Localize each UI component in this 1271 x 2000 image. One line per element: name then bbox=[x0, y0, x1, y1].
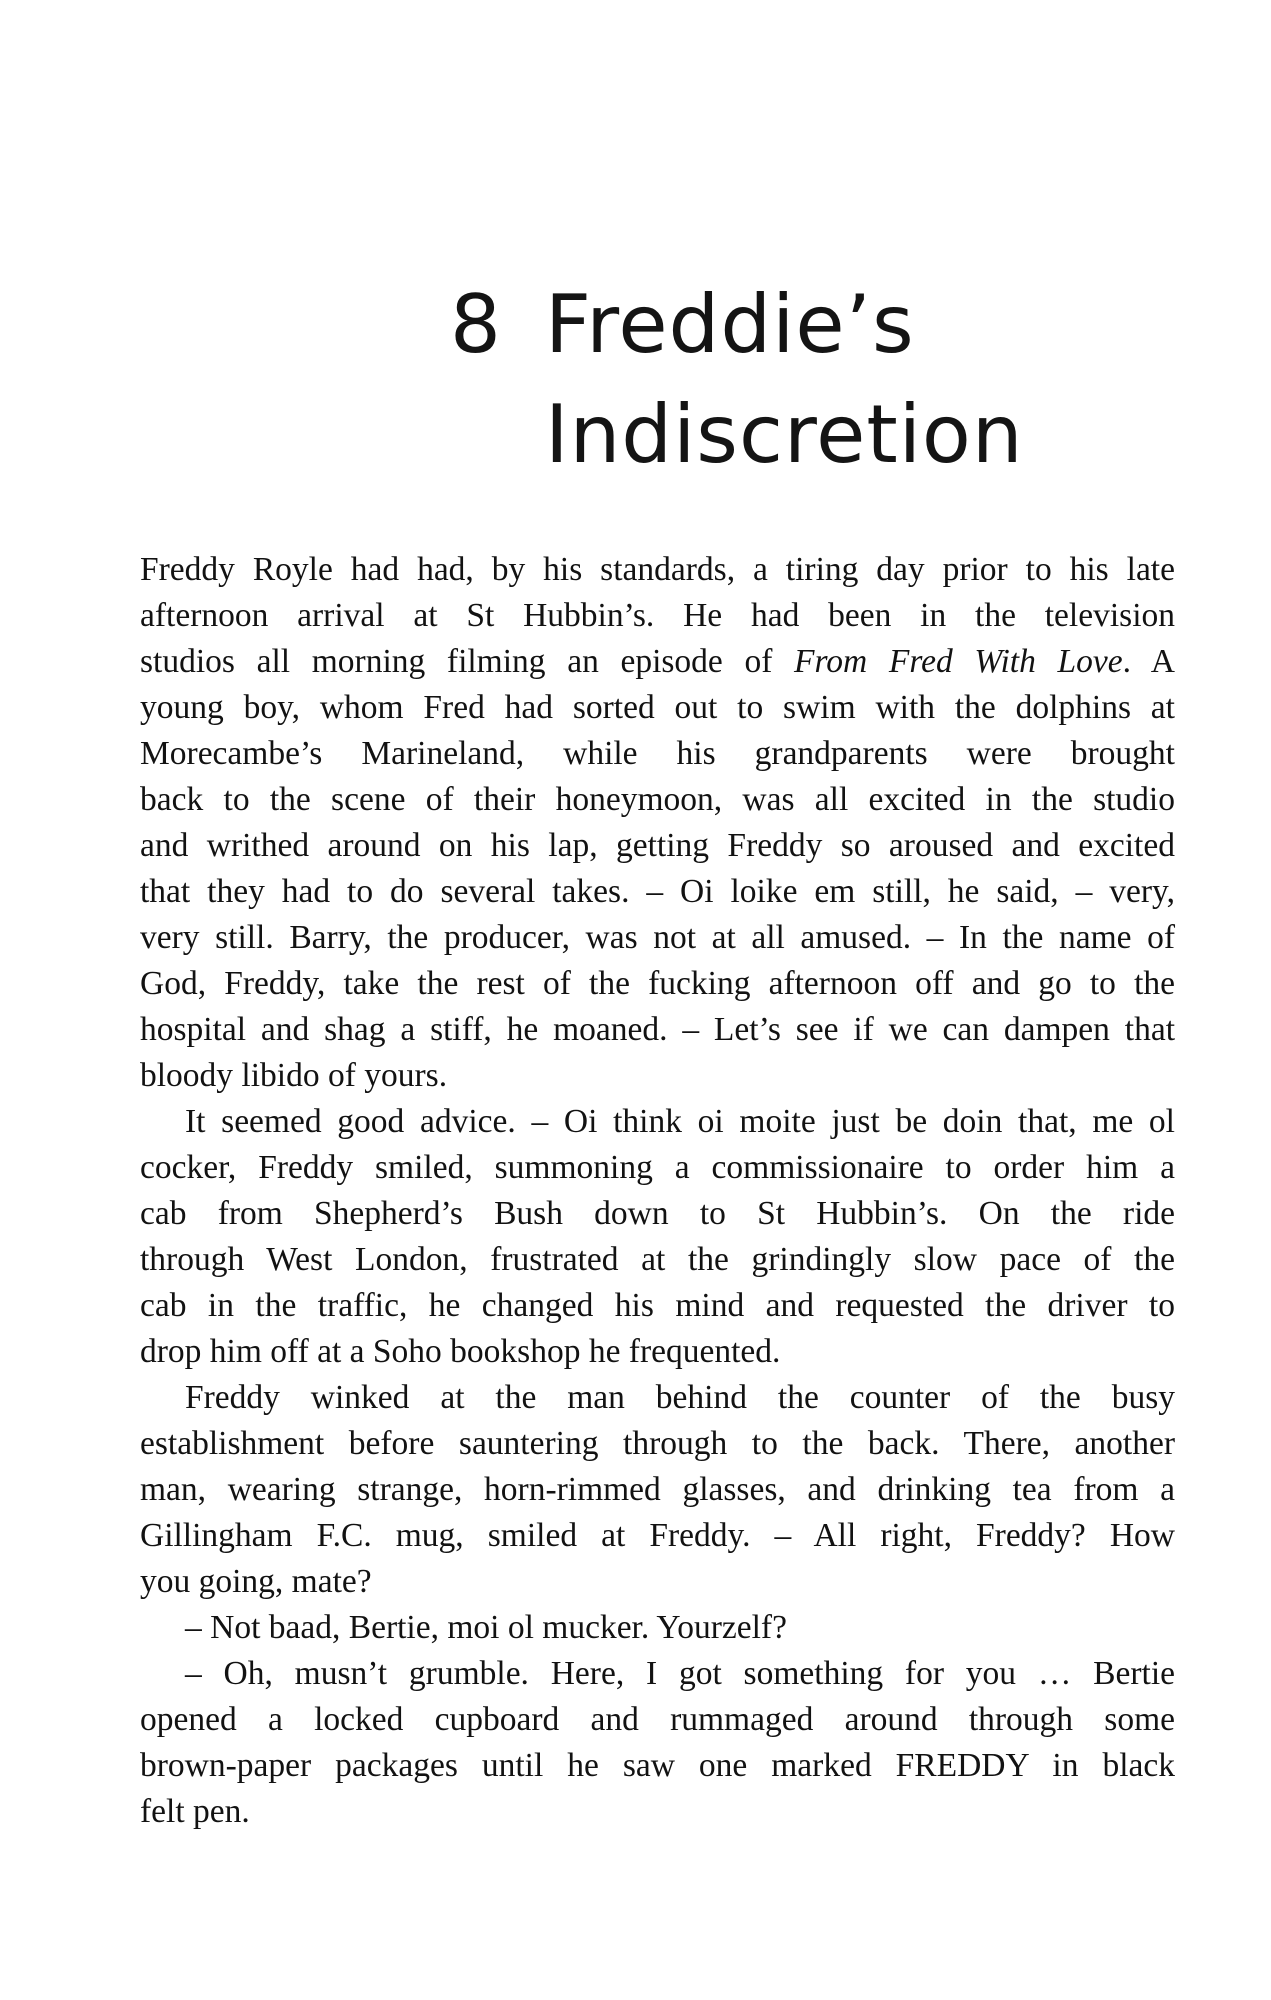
show-title: From Fred With Love bbox=[794, 643, 1123, 680]
text-line: establishment before sauntering through to the back. There, another bbox=[140, 1425, 1175, 1462]
chapter-body-text bbox=[140, 547, 1175, 1835]
text-line: cab from Shepherd’s Bush down to St Hubbin’s. On the ride bbox=[140, 1195, 1175, 1232]
text-line: cocker, Freddy smiled, summoning a commissionaire to order him a bbox=[140, 1149, 1175, 1186]
text-line: and writhed around on his lap, getting Freddy so aroused and excited bbox=[140, 827, 1175, 864]
text-line: very still. Barry, the producer, was not at all amused. – In the name of bbox=[140, 919, 1175, 956]
text-line: – Not baad, Bertie, moi ol mucker. Yourzelf? bbox=[185, 1609, 787, 1646]
text-line: you going, mate? bbox=[140, 1563, 372, 1600]
text-line: Gillingham F.C. mug, smiled at Freddy. – All right, Freddy? How bbox=[140, 1517, 1175, 1554]
text-line: man, wearing strange, horn-rimmed glasses, and drinking tea from a bbox=[140, 1471, 1175, 1508]
text-line: through West London, frustrated at the grindingly slow pace of the bbox=[140, 1241, 1175, 1278]
text-line: Freddy winked at the man behind the counter of the busy bbox=[185, 1379, 1175, 1416]
text-line: cab in the traffic, he changed his mind and requested the driver to bbox=[140, 1287, 1175, 1324]
text-line: Freddy Royle had had, by his standards, a tiring day prior to his late bbox=[140, 551, 1175, 588]
text-line: hospital and shag a stiff, he moaned. – Let’s see if we can dampen that bbox=[140, 1011, 1175, 1048]
paragraph-2 bbox=[140, 1099, 1175, 1375]
text-segment: . A bbox=[1122, 643, 1175, 680]
chapter-title-line-1: Freddie’s bbox=[545, 278, 915, 371]
paragraph-5 bbox=[140, 1651, 1175, 1835]
chapter-heading-line-1 bbox=[450, 270, 1050, 380]
text-line: young boy, whom Fred had sorted out to swim with the dolphins at bbox=[140, 689, 1175, 726]
chapter-title-line-2: Indiscretion bbox=[545, 388, 1024, 481]
text-line: opened a locked cupboard and rummaged around through some bbox=[140, 1701, 1175, 1738]
text-line: bloody libido of yours. bbox=[140, 1057, 448, 1094]
text-line: felt pen. bbox=[140, 1793, 250, 1830]
text-line: – Oh, musn’t grumble. Here, I got something for you … Bertie bbox=[185, 1655, 1175, 1692]
text-line: that they had to do several takes. – Oi loike em still, he said, – very, bbox=[140, 873, 1175, 910]
text-line: brown-paper packages until he saw one marked FREDDY in black bbox=[140, 1747, 1175, 1784]
paragraph-3 bbox=[140, 1375, 1175, 1605]
chapter-number: 8 bbox=[450, 278, 502, 371]
paragraph-4 bbox=[140, 1605, 1175, 1651]
paragraph-1 bbox=[140, 547, 1175, 1099]
text-segment: studios all morning filming an episode of bbox=[140, 643, 795, 680]
text-line: Morecambe’s Marineland, while his grandparents were brought bbox=[140, 735, 1175, 772]
text-line: It seemed good advice. – Oi think oi moite just be doin that, me ol bbox=[185, 1103, 1175, 1140]
text-line bbox=[140, 639, 1175, 685]
text-line: God, Freddy, take the rest of the fucking afternoon off and go to the bbox=[140, 965, 1175, 1002]
chapter-heading bbox=[450, 270, 1050, 490]
text-line: drop him off at a Soho bookshop he frequented. bbox=[140, 1333, 781, 1370]
text-line: back to the scene of their honeymoon, was all excited in the studio bbox=[140, 781, 1175, 818]
text-line: afternoon arrival at St Hubbin’s. He had been in the television bbox=[140, 597, 1175, 634]
